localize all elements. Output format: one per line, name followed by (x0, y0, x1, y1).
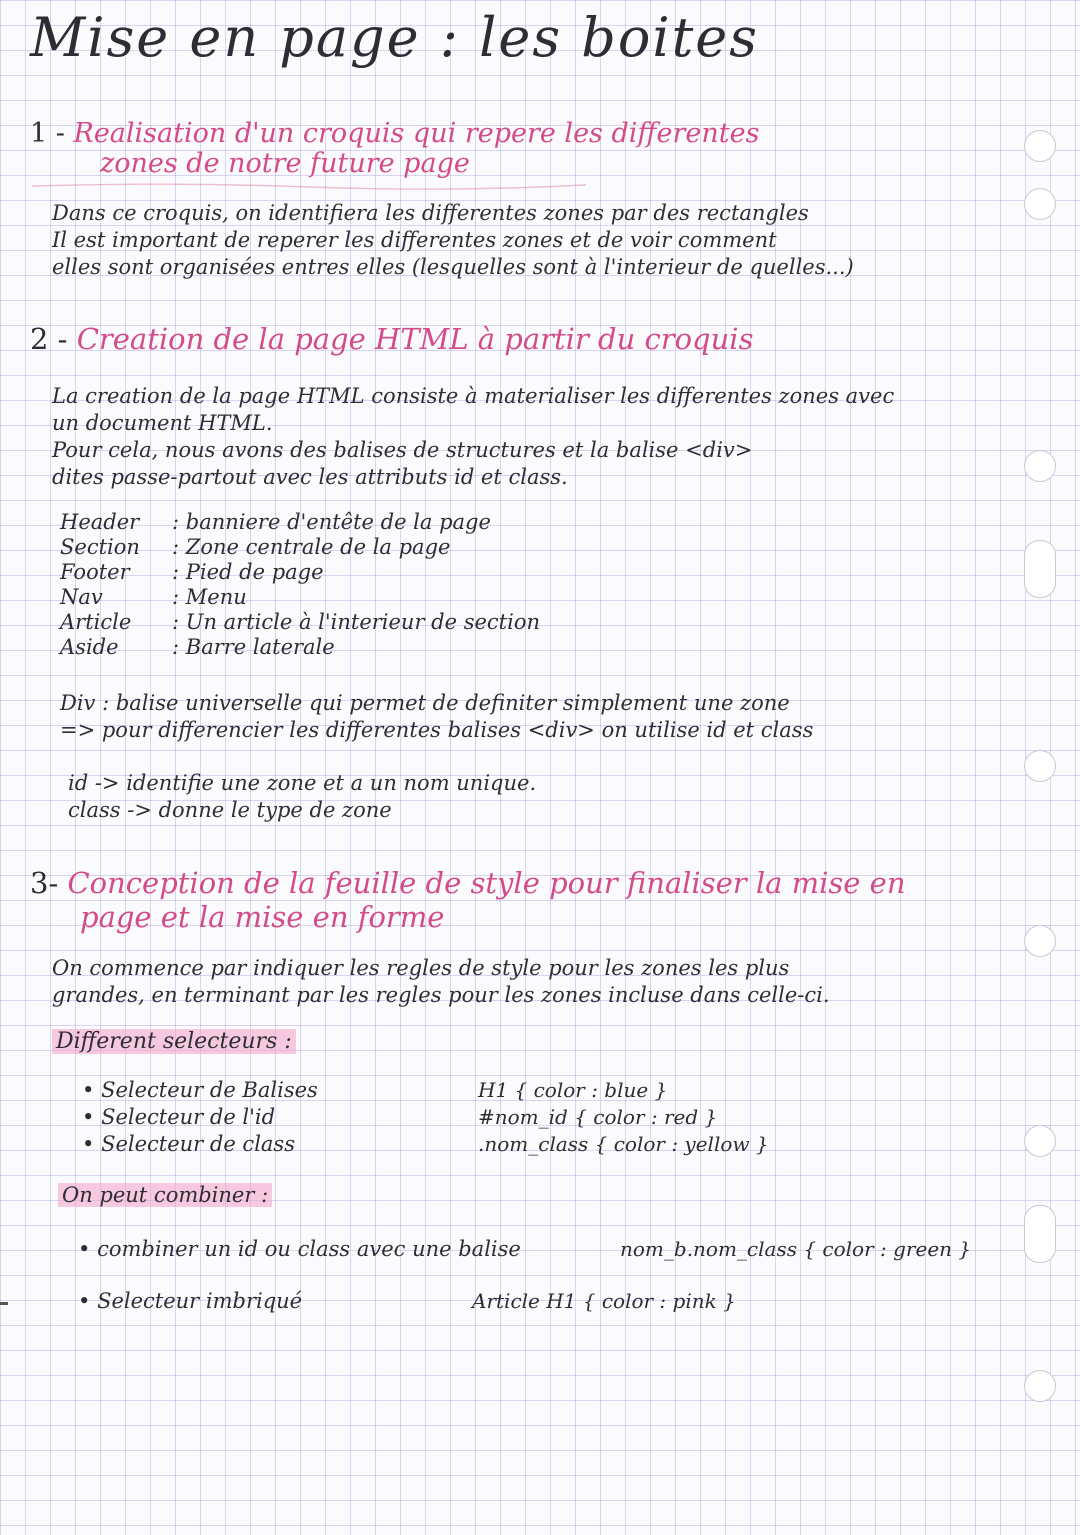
section-1-heading-line1: Realisation d'un croquis qui repere les differentes (73, 118, 760, 149)
tag-name: Article (60, 610, 132, 634)
note-line: class -> donne le type de zone (68, 798, 392, 822)
list-item: Aside : Barre laterale (60, 635, 335, 659)
code-example: #nom_id { color : red } (478, 1105, 718, 1129)
paragraph-line: un document HTML. (52, 411, 273, 435)
section-2-paragraph (52, 383, 894, 491)
title-part2: les boites (479, 6, 759, 69)
combine-example-2: Article H1 { color : pink } (472, 1289, 736, 1313)
paragraph-line: Il est important de reperer les differentes zones et de voir comment (52, 228, 777, 252)
paragraph-line: grandes, en terminant par les regles pour les zones incluse dans celle-ci. (52, 983, 830, 1007)
list-item: Article : Un article à l'interieur de section (60, 610, 541, 634)
structure-tags-list (60, 510, 540, 660)
paragraph-line: On commence par indiquer les regles de style pour les zones les plus (52, 956, 790, 980)
tag-desc: Pied de page (185, 560, 324, 584)
list-item: • combiner un id ou class avec une balise (78, 1237, 521, 1261)
section-1-heading (30, 118, 759, 149)
tag-desc: Barre laterale (185, 635, 335, 659)
section-2-heading (30, 322, 753, 356)
paragraph-line: elles sont organisées entres elles (lesquelles sont à l'interieur de quelles...) (52, 255, 854, 279)
binder-hole (1024, 925, 1056, 957)
note-line: id -> identifie une zone et a un nom unique. (68, 771, 537, 795)
tag-name: Aside (60, 635, 119, 659)
selector-name: Selecteur de Balises (101, 1078, 318, 1102)
binder-hole (1024, 450, 1056, 482)
section-3-heading (30, 866, 906, 900)
section-2-number: 2 - (30, 322, 68, 356)
note-line: Div : balise universelle qui permet de definiter simplement une zone (60, 691, 790, 715)
binder-hole (1024, 1125, 1056, 1157)
list-item: • Selecteur de Balises (82, 1078, 318, 1102)
tag-desc: banniere d'entête de la page (185, 510, 491, 534)
list-item: • Selecteur de class (82, 1132, 295, 1156)
section-3-number: 3- (30, 866, 59, 900)
paragraph-line: Dans ce croquis, on identifiera les differentes zones par des rectangles (52, 201, 809, 225)
combine-label-text: On peut combiner : (58, 1183, 272, 1207)
list-item: • Selecteur imbriqué (78, 1289, 303, 1313)
selector-name: Selecteur de class (101, 1132, 295, 1156)
page-title (30, 6, 759, 69)
code-example: .nom_class { color : yellow } (478, 1132, 769, 1156)
binder-hole (1024, 188, 1056, 220)
paragraph-line: dites passe-partout avec les attributs id et class. (52, 465, 568, 489)
binder-hole (1024, 1370, 1056, 1402)
title-separator: : (439, 6, 460, 69)
note-line: => pour differencier les differentes balises <div> on utilise id et class (60, 718, 814, 742)
list-item: Section : Zone centrale de la page (60, 535, 451, 559)
section-1-heading-line2: zones de notre future page (100, 148, 470, 179)
section-3-paragraph (52, 955, 830, 1009)
tag-desc: Menu (185, 585, 247, 609)
section-3-heading-line2: page et la mise en forme (80, 900, 445, 934)
div-note (60, 690, 813, 744)
selectors-label-text: Different selecteurs : (52, 1029, 296, 1054)
heading-underline (30, 180, 590, 192)
selectors-examples (478, 1077, 769, 1158)
paragraph-line: Pour cela, nous avons des balises de structures et la balise <div> (52, 438, 753, 462)
list-item: • Selecteur de l'id (82, 1105, 276, 1129)
list-item: Header : banniere d'entête de la page (60, 510, 491, 534)
selectors-label (52, 1028, 296, 1055)
binder-holes (1024, 100, 1058, 1400)
code-example: H1 { color : blue } (478, 1078, 668, 1102)
tag-desc: Zone centrale de la page (185, 535, 451, 559)
combine-label (58, 1182, 272, 1209)
binder-hole (1024, 750, 1056, 782)
section-3-heading-line1: Conception de la feuille de style pour finaliser la mise en (67, 866, 906, 900)
id-class-note (68, 770, 536, 824)
selector-name: Selecteur de l'id (101, 1105, 276, 1129)
selectors-list (82, 1077, 318, 1158)
combine-list (78, 1236, 521, 1315)
tag-name: Footer (60, 560, 130, 584)
section-1-paragraph (52, 200, 854, 281)
tag-name: Header (60, 510, 140, 534)
list-item: Footer : Pied de page (60, 560, 324, 584)
binder-hole (1024, 540, 1056, 598)
tag-desc: Un article à l'interieur de section (185, 610, 541, 634)
combine-example-1: nom_b.nom_class { color : green } (620, 1237, 972, 1261)
binder-hole (1024, 1205, 1056, 1263)
tag-name: Nav (60, 585, 103, 609)
combine-name: Selecteur imbriqué (97, 1289, 303, 1313)
combine-name: combiner un id ou class avec une balise (97, 1237, 521, 1261)
binder-hole (1024, 130, 1056, 162)
section-1-number: 1 - (30, 118, 65, 149)
title-part1: Mise en page (30, 6, 421, 69)
punch-mark (0, 1302, 8, 1305)
list-item: Nav : Menu (60, 585, 247, 609)
tag-name: Section (60, 535, 140, 559)
section-2-heading-text: Creation de la page HTML à partir du croquis (76, 322, 754, 356)
paragraph-line: La creation de la page HTML consiste à materialiser les differentes zones avec (52, 384, 895, 408)
